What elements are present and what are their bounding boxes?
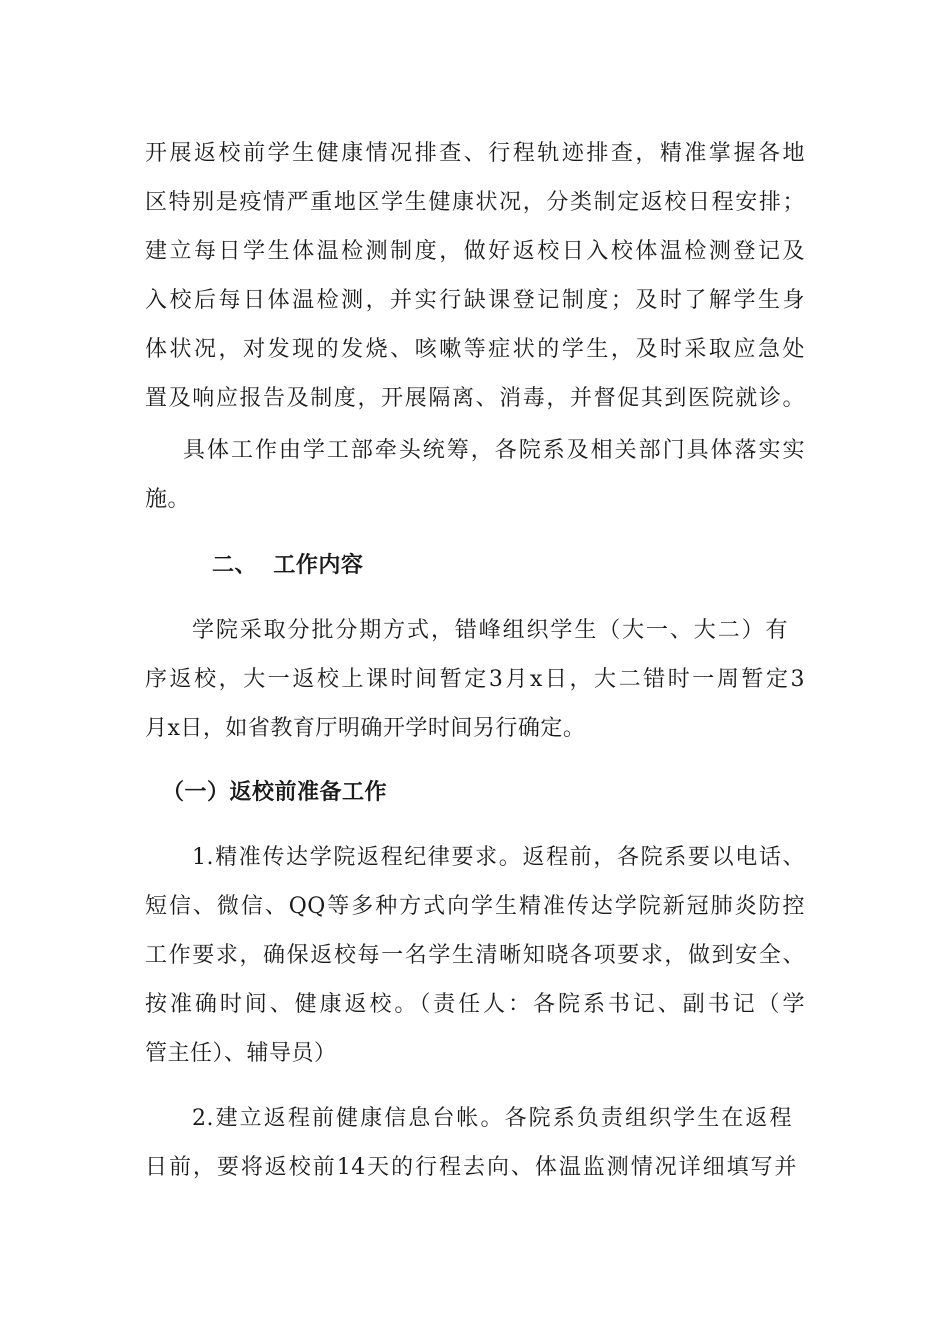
paragraph-line: 日前，要将返校前14天的行程去向、体温监测情况详细填写并 xyxy=(145,1155,797,1180)
paragraph-line: 序返校，大一返校上课时间暂定3月x日，大二错时一周暂定3 xyxy=(145,667,805,692)
subsection-heading: （一）返校前准备工作 xyxy=(162,779,388,805)
paragraph-line: 置及响应报告及制度，开展隔离、消毒，并督促其到医院就诊。 xyxy=(145,386,805,411)
paragraph-line: 学院采取分批分期方式，错峰组织学生（大一、大二）有 xyxy=(192,618,788,643)
paragraph-line: 体状况，对发现的发烧、咳嗽等症状的学生，及时采取应急处 xyxy=(145,337,805,362)
paragraph-line: 月x日，如省教育厅明确开学时间另行确定。 xyxy=(145,716,586,741)
paragraph-line: 工作要求，确保返校每一名学生清晰知晓各项要求，做到安全、 xyxy=(145,943,805,968)
paragraph-line: 管主任）、辅导员） xyxy=(145,1041,337,1066)
paragraph-line: 2.建立返程前健康信息台帐。各院系负责组织学生在返程 xyxy=(192,1106,792,1131)
paragraph-line: 建立每日学生体温检测制度，做好返校日入校体温检测登记及 xyxy=(145,239,805,264)
paragraph-line: 短信、微信、QQ等多种方式向学生精准传达学院新冠肺炎防控 xyxy=(145,894,805,919)
paragraph-line: 开展返校前学生健康情况排查、行程轨迹排查，精准掌握各地 xyxy=(145,141,805,166)
paragraph-line: 1.精准传达学院返程纪律要求。返程前，各院系要以电话、 xyxy=(192,845,805,870)
paragraph-line: 区特别是疫情严重地区学生健康状况，分类制定返校日程安排； xyxy=(145,190,805,215)
section-heading: 二、 工作内容 xyxy=(212,552,364,578)
paragraph-line: 按准确时间、健康返校。（责任人：各院系书记、副书记（学 xyxy=(145,992,805,1017)
paragraph-line: 具体工作由学工部牵头统筹，各院系及相关部门具体落实实 xyxy=(183,438,805,463)
paragraph-line: 入校后每日体温检测，并实行缺课登记制度；及时了解学生身 xyxy=(145,288,805,313)
paragraph-line: 施。 xyxy=(145,487,191,512)
